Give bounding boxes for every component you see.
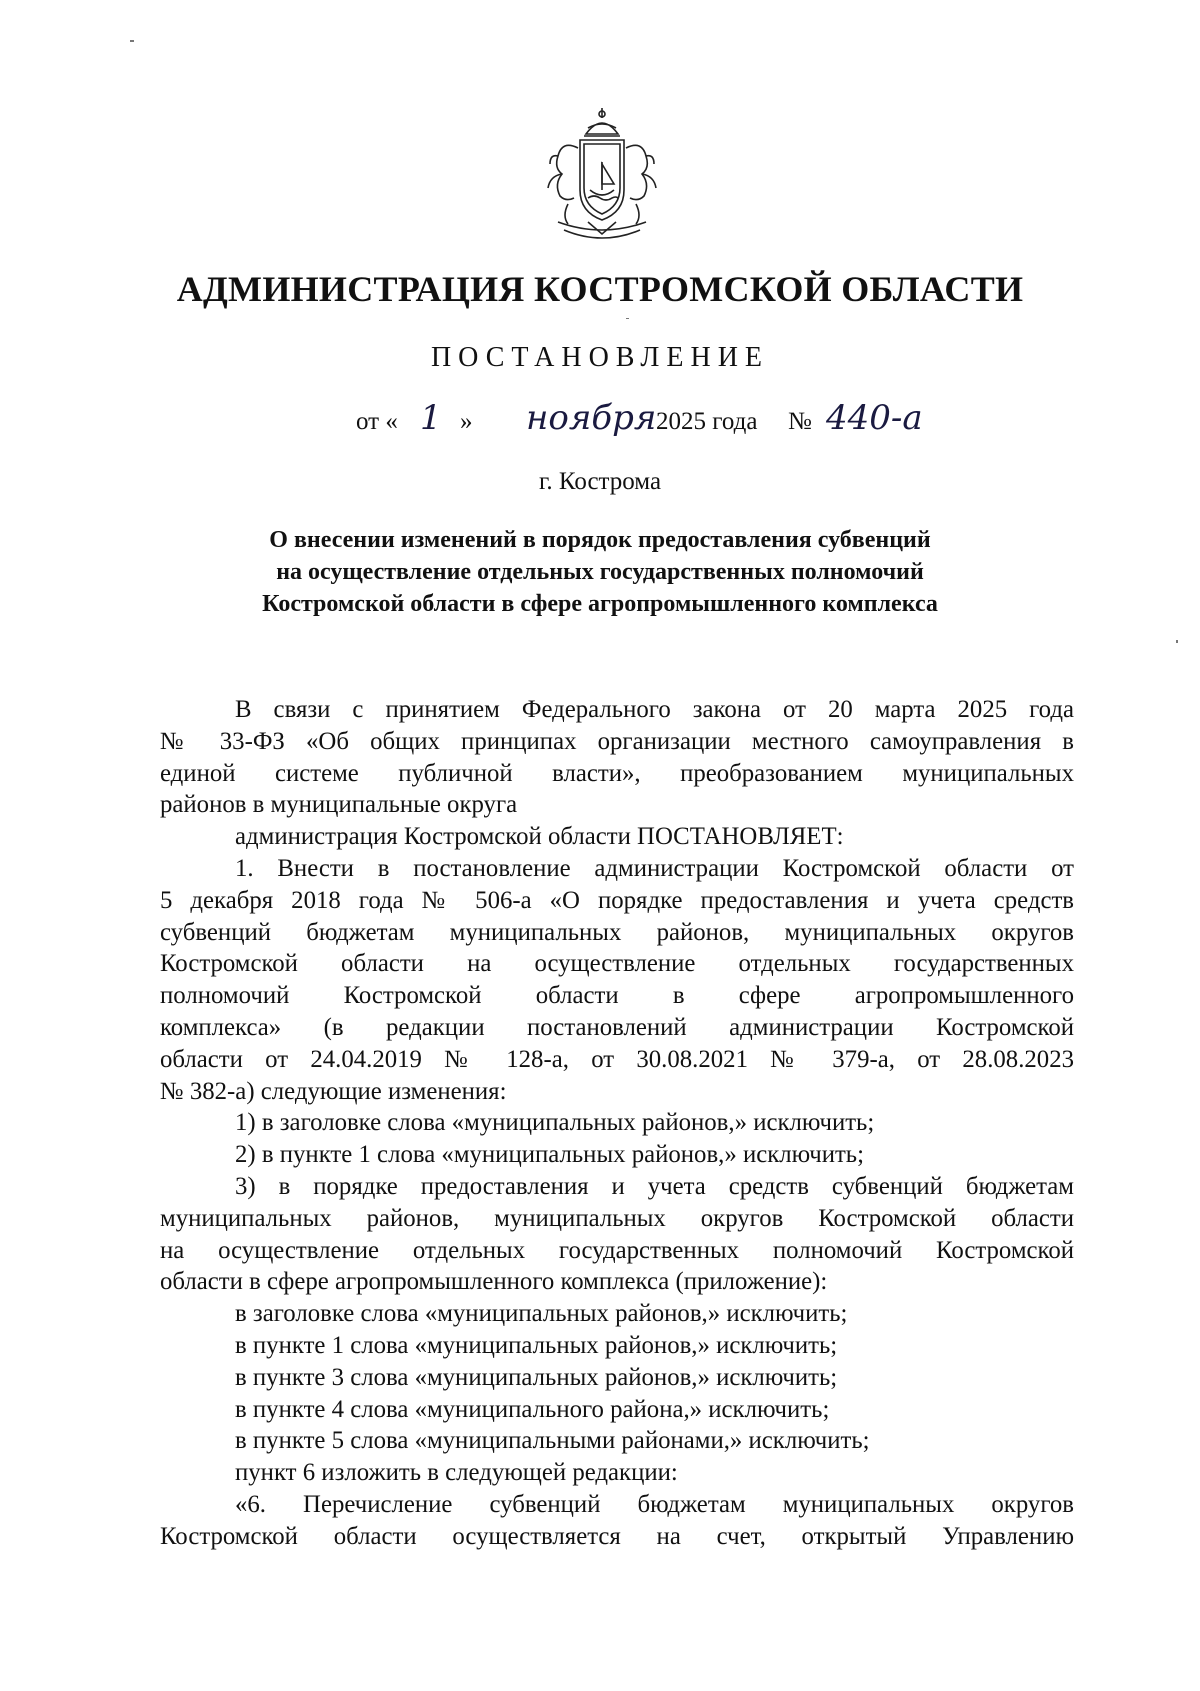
scan-speck [1176,640,1178,643]
document-type: ПОСТАНОВЛЕНИЕ [430,342,770,373]
number-label: № [788,408,812,435]
body-line: комплекса» (в редакции постановлений администрации Костромской [160,1013,1074,1041]
body-line: Костромской области осуществляется на счет, открытый Управлению [160,1522,1074,1550]
body-line: администрация Костромской области ПОСТАНОВЛЯЕТ: [235,823,844,851]
body-line: районов в муниципальные округа [160,791,518,819]
date-year: 2025 года [656,408,758,435]
body-line: субвенций бюджетам муниципальных районов, муниципальных округов [160,918,1074,946]
title-line: Костромской области в сфере агропромышленного комплекса [262,591,938,617]
body-line: 2) в пункте 1 слова «муниципальных районов,» исключить; [235,1141,865,1169]
document-body [160,694,1074,1553]
document-number: 440-а [826,398,923,438]
coat-of-arms-emblem [528,104,676,252]
body-line: пункт 6 изложить в следующей редакции: [235,1459,678,1487]
organization-name: АДМИНИСТРАЦИЯ КОСТРОМСКОЙ ОБЛАСТИ [176,269,1024,309]
body-line: «6. Перечисление субвенций бюджетам муниципальных округов [235,1490,1074,1518]
title-line: О внесении изменений в порядок предоставления субвенций [269,527,931,553]
body-line: в пункте 4 слова «муниципального района,» исключить; [235,1395,830,1423]
body-line: Костромской области на осуществление отдельных государственных [160,950,1074,978]
body-line: 3) в порядке предоставления и учета средств субвенций бюджетам [235,1172,1074,1200]
body-line: 5 декабря 2018 года № 506-а «О порядке предоставления и учета средств [160,886,1074,914]
date-month: ноября [526,398,657,438]
city-name: г. Кострома [538,468,662,495]
body-line: 1. Внести в постановление администрации Костромской области от [235,854,1074,882]
body-line: 1) в заголовке слова «муниципальных районов,» исключить; [235,1109,875,1137]
body-line: полномочий Костромской области в сфере агропромышленного [160,982,1074,1010]
body-line: области в сфере агропромышленного комплекса (приложение): [160,1268,828,1296]
body-line: в пункте 1 слова «муниципальных районов,» исключить; [235,1331,838,1359]
body-line: В связи с принятием Федерального закона от 20 марта 2025 года [235,696,1074,723]
body-line: № 382-а) следующие изменения: [160,1077,507,1105]
body-line: в пункте 3 слова «муниципальных районов,» исключить; [235,1363,838,1391]
date-line [356,398,1076,450]
document-title [200,524,1000,620]
body-line: на осуществление отдельных государственных полномочий Костромской [160,1236,1074,1264]
body-line: единой системе публичной власти», преобразованием муниципальных [160,759,1074,787]
date-prefix: от « [356,408,398,435]
body-line: муниципальных районов, муниципальных округов Костромской области [160,1204,1074,1232]
scan-speck [130,40,134,42]
body-line: в пункте 5 слова «муниципальными районами,» исключить; [235,1427,870,1455]
date-quote-close: » [460,408,473,435]
body-line: области от 24.04.2019 № 128-а, от 30.08.2021 № 379-а, от 28.08.2023 [160,1045,1074,1073]
title-line: на осуществление отдельных государственных полномочий [276,559,924,585]
scan-speck [626,318,629,319]
body-line: в заголовке слова «муниципальных районов,» исключить; [235,1300,848,1328]
body-line: № 33-ФЗ «Об общих принципах организации местного самоуправления в [160,727,1074,755]
date-day: 1 [420,398,442,438]
